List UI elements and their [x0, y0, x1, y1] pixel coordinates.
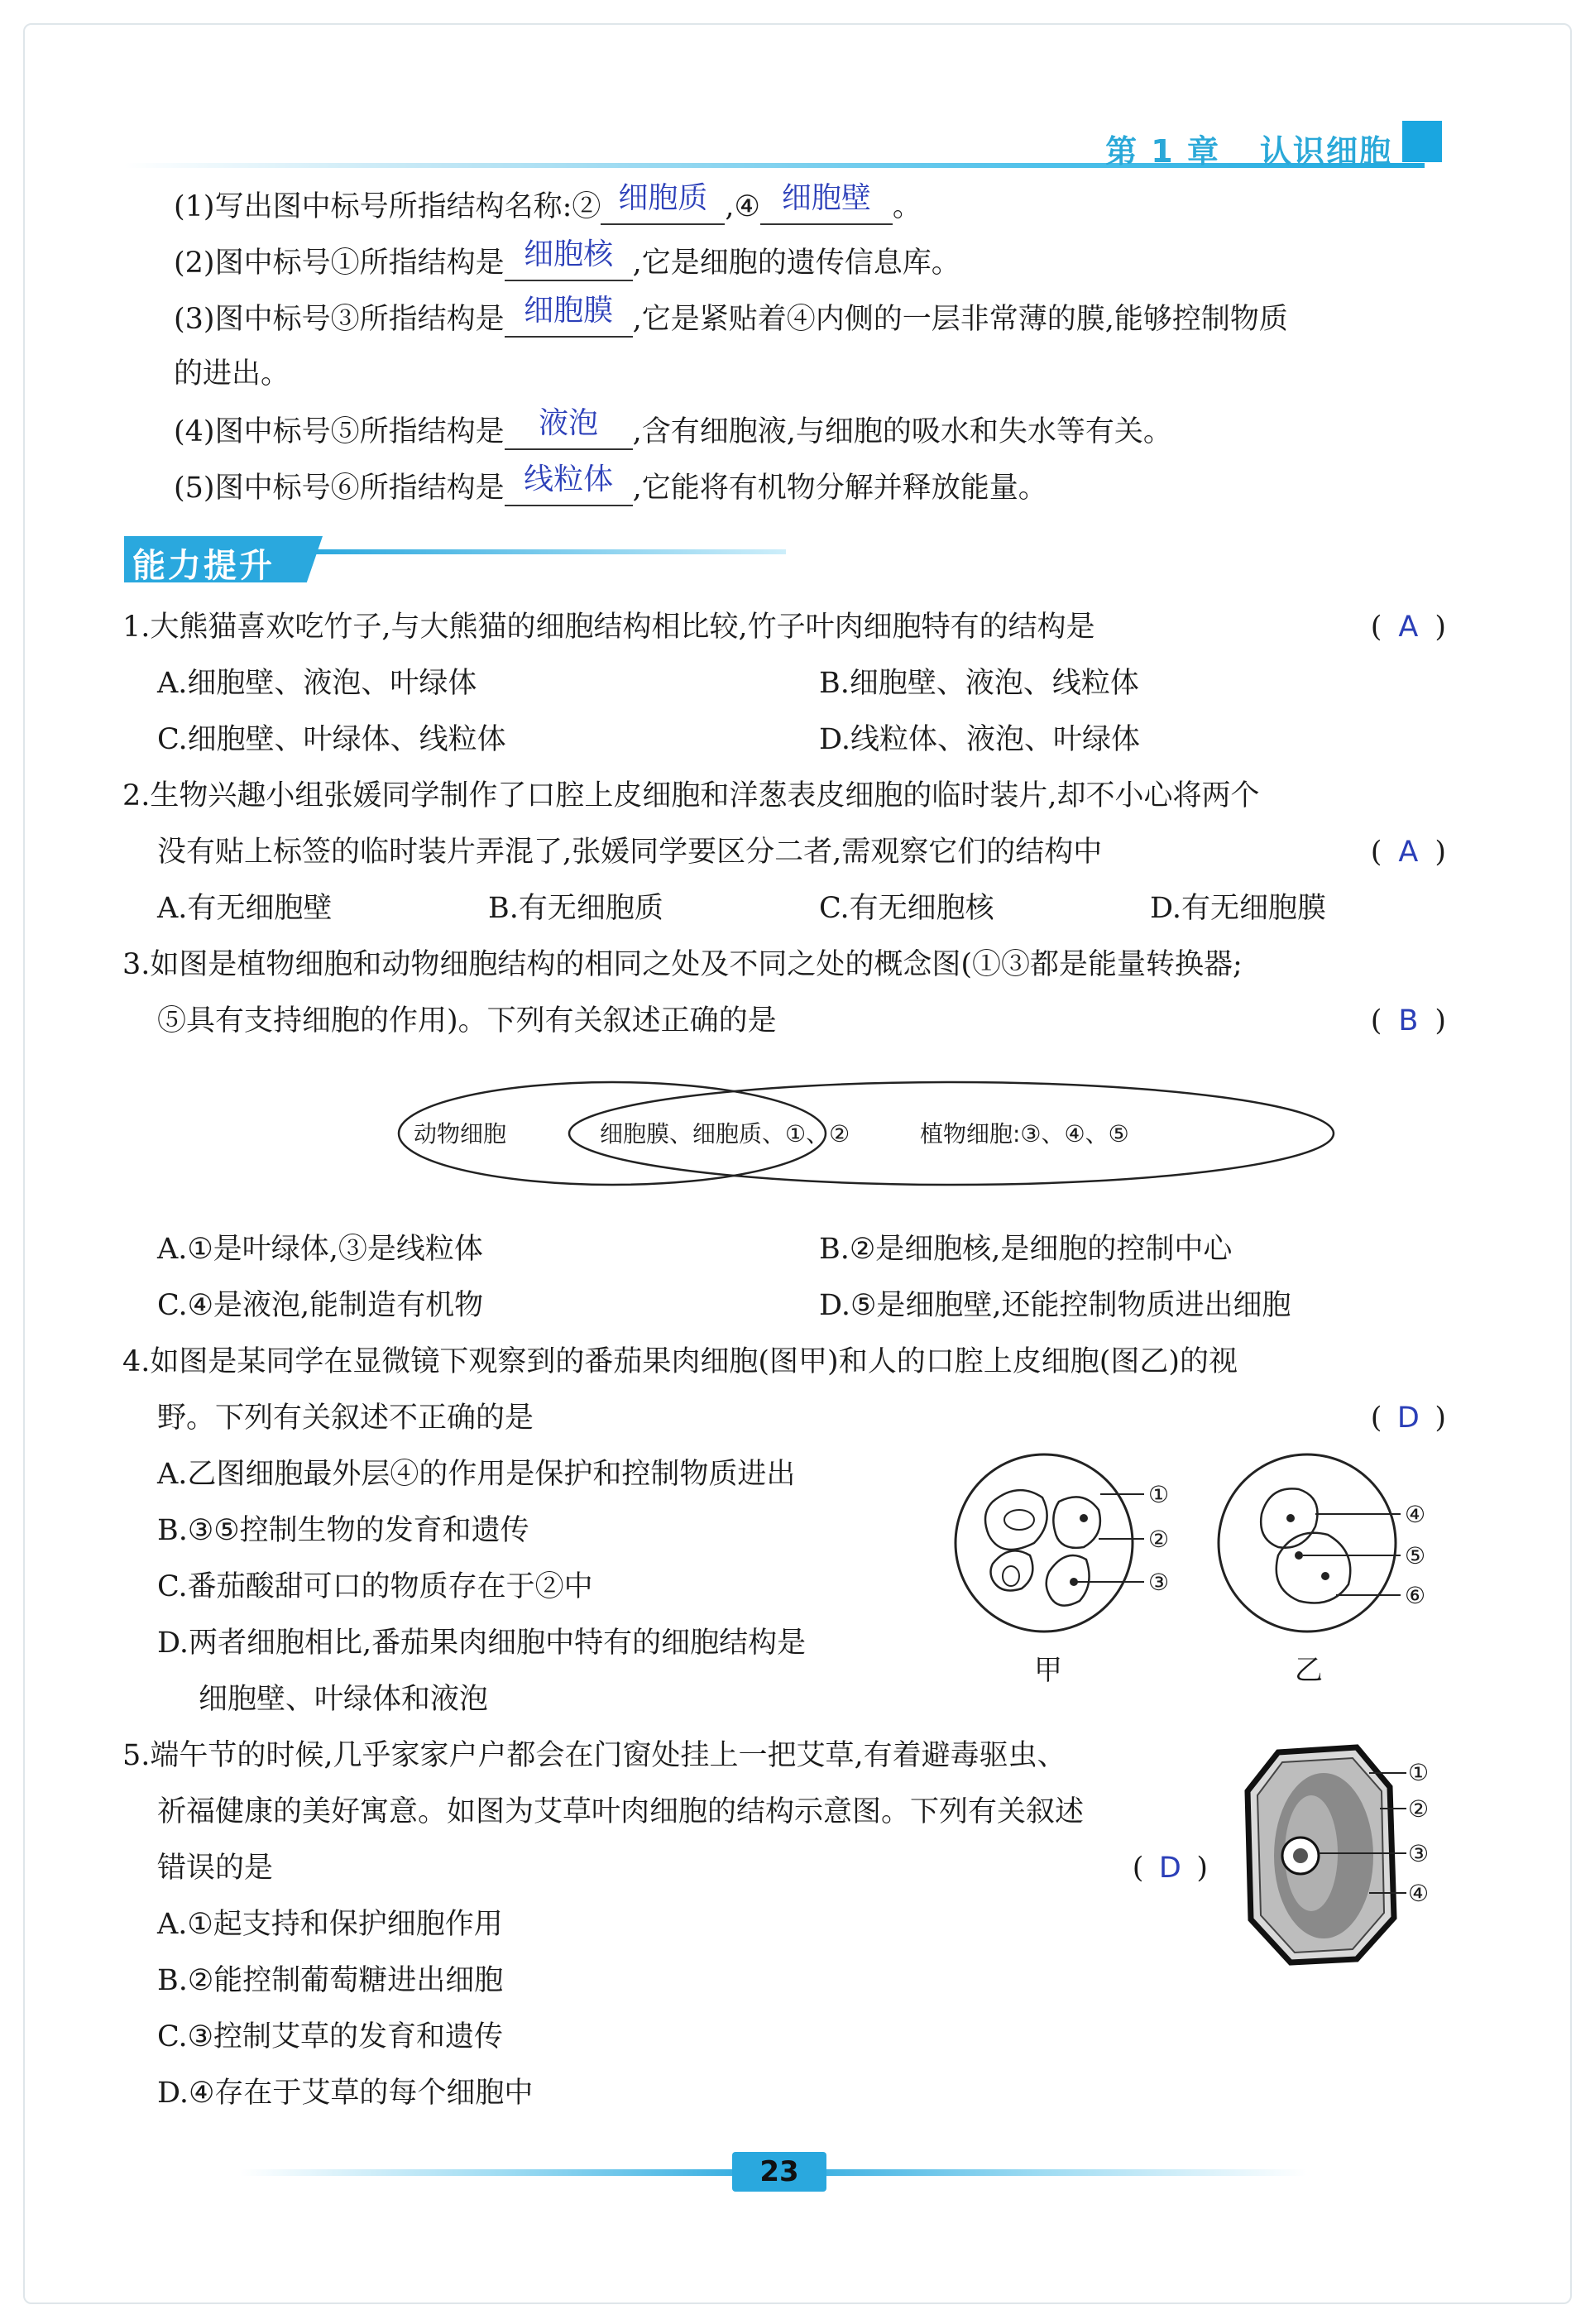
- label-4: ④: [1405, 1501, 1426, 1528]
- q4-option-d: D.两者细胞相比,番茄果肉细胞中特有的细胞结构是: [157, 1627, 807, 1660]
- answer-blank: 细胞质: [601, 187, 725, 225]
- q3-option-d: D.⑤是细胞壁,还能控制物质进出细胞: [819, 1289, 1291, 1322]
- label-4: ④: [1408, 1880, 1430, 1907]
- q4-option-d-cont: 细胞壁、叶绿体和液泡: [199, 1683, 489, 1716]
- q4-option-a: A.乙图细胞最外层④的作用是保护和控制物质进出: [157, 1458, 796, 1491]
- answer-blank: 细胞核: [505, 243, 633, 281]
- q3-option-b: B.②是细胞核,是细胞的控制中心: [819, 1233, 1233, 1266]
- chapter-number: 第 1 章: [1105, 133, 1220, 170]
- q1-option-a: A.细胞壁、液泡、叶绿体: [157, 667, 477, 700]
- label-1: ①: [1148, 1481, 1170, 1508]
- label-3: ③: [1408, 1840, 1430, 1867]
- header-accent-block: [1402, 121, 1442, 162]
- q5-stem-line3: 错误的是: [157, 1852, 274, 1885]
- page-number: 23: [732, 2152, 826, 2192]
- intro-question-2: (2)图中标号①所指结构是 细胞核 ,它是细胞的遗传信息库。: [174, 237, 960, 280]
- label-5: ⑤: [1405, 1542, 1426, 1569]
- q4-stem-line2: 野。下列有关叙述不正确的是: [157, 1402, 534, 1435]
- q1-option-b: B.细胞壁、液泡、线粒体: [819, 667, 1139, 700]
- q4-option-c: C.番茄酸甜可口的物质存在于②中: [157, 1570, 593, 1603]
- q3-answer: ( B ): [1370, 1004, 1446, 1037]
- q3-stem-line2: ⑤具有支持细胞的作用)。下列有关叙述正确的是: [157, 1004, 777, 1037]
- intro-question-3-cont: 的进出。: [174, 357, 290, 391]
- answer-blank: 细胞膜: [505, 299, 633, 338]
- q2-option-c: C.有无细胞核: [819, 892, 994, 925]
- label-3: ③: [1148, 1569, 1170, 1596]
- answer-blank: 液泡: [505, 412, 633, 450]
- q1-stem: 1.大熊猫喜欢吃竹子,与大熊猫的细胞结构相比较,竹子叶肉细胞特有的结构是: [122, 611, 1095, 644]
- q2-option-b: B.有无细胞质: [488, 892, 663, 925]
- q4-answer: ( D ): [1370, 1402, 1446, 1435]
- q2-stem-line1: 2.生物兴趣小组张媛同学制作了口腔上皮细胞和洋葱表皮细胞的临时装片,却不小心将两个: [122, 779, 1260, 812]
- label-1: ①: [1408, 1759, 1430, 1786]
- label-2: ②: [1148, 1526, 1170, 1553]
- q5-option-b: B.②能控制葡萄糖进出细胞: [157, 1964, 504, 1997]
- intro-question-5: (5)图中标号⑥所指结构是 线粒体 ,它能将有机物分解并释放能量。: [174, 462, 1047, 505]
- q3-stem-line1: 3.如图是植物细胞和动物细胞结构的相同之处及不同之处的概念图(①③都是能量转换器;: [122, 948, 1243, 981]
- venn-right-label: 植物细胞:③、④、⑤: [920, 1120, 1129, 1148]
- section-title: 能力提升: [132, 547, 275, 585]
- answer-blank: 线粒体: [505, 468, 633, 506]
- q2-option-a: A.有无细胞壁: [157, 892, 333, 925]
- chapter-title: 认识细胞: [1259, 133, 1392, 170]
- q1-option-d: D.线粒体、液泡、叶绿体: [819, 723, 1140, 756]
- intro-question-1: (1)写出图中标号所指结构名称:② 细胞质 ,④ 细胞壁 。: [174, 181, 922, 223]
- q2-stem-line2: 没有贴上标签的临时装片弄混了,张媛同学要区分二者,需观察它们的结构中: [157, 836, 1103, 869]
- caption-left: 甲: [1034, 1654, 1062, 1687]
- section-rule: [314, 549, 786, 554]
- q1-answer: ( A ): [1370, 611, 1446, 644]
- q3-option-c: C.④是液泡,能制造有机物: [157, 1289, 484, 1322]
- label-6: ⑥: [1405, 1582, 1426, 1609]
- intro-question-3: (3)图中标号③所指结构是 细胞膜 ,它是紧贴着④内侧的一层非常薄的膜,能够控制物质: [174, 294, 1288, 336]
- q3-option-a: A.①是叶绿体,③是线粒体: [157, 1233, 483, 1266]
- chapter-header: [1105, 126, 1392, 171]
- q5-option-c: C.③控制艾草的发育和遗传: [157, 2020, 504, 2053]
- q5-option-d: D.④存在于艾草的每个细胞中: [157, 2077, 534, 2110]
- intro-question-4: (4)图中标号⑤所指结构是 液泡 ,含有细胞液,与细胞的吸水和失水等有关。: [174, 406, 1172, 448]
- q1-option-c: C.细胞壁、叶绿体、线粒体: [157, 723, 506, 756]
- q5-option-a: A.①起支持和保护细胞作用: [157, 1908, 503, 1941]
- q2-answer: ( A ): [1370, 836, 1446, 869]
- caption-right: 乙: [1295, 1654, 1323, 1687]
- q5-stem-line1: 5.端午节的时候,几乎家家户户都会在门窗处挂上一把艾草,有着避毒驱虫、: [122, 1739, 1066, 1772]
- answer-blank: 细胞壁: [760, 187, 893, 225]
- label-2: ②: [1408, 1795, 1430, 1823]
- q4-stem-line1: 4.如图是某同学在显微镜下观察到的番茄果肉细胞(图甲)和人的口腔上皮细胞(图乙)的视: [122, 1345, 1238, 1378]
- venn-left-label: 动物细胞: [414, 1120, 507, 1148]
- q5-answer: ( D ): [1132, 1852, 1208, 1885]
- q2-option-d: D.有无细胞膜: [1150, 892, 1326, 925]
- venn-middle-label: 细胞膜、细胞质、①、②: [600, 1120, 850, 1148]
- q4-option-b: B.③⑤控制生物的发育和遗传: [157, 1514, 529, 1547]
- q5-stem-line2: 祈福健康的美好寓意。如图为艾草叶肉细胞的结构示意图。下列有关叙述: [157, 1795, 1085, 1828]
